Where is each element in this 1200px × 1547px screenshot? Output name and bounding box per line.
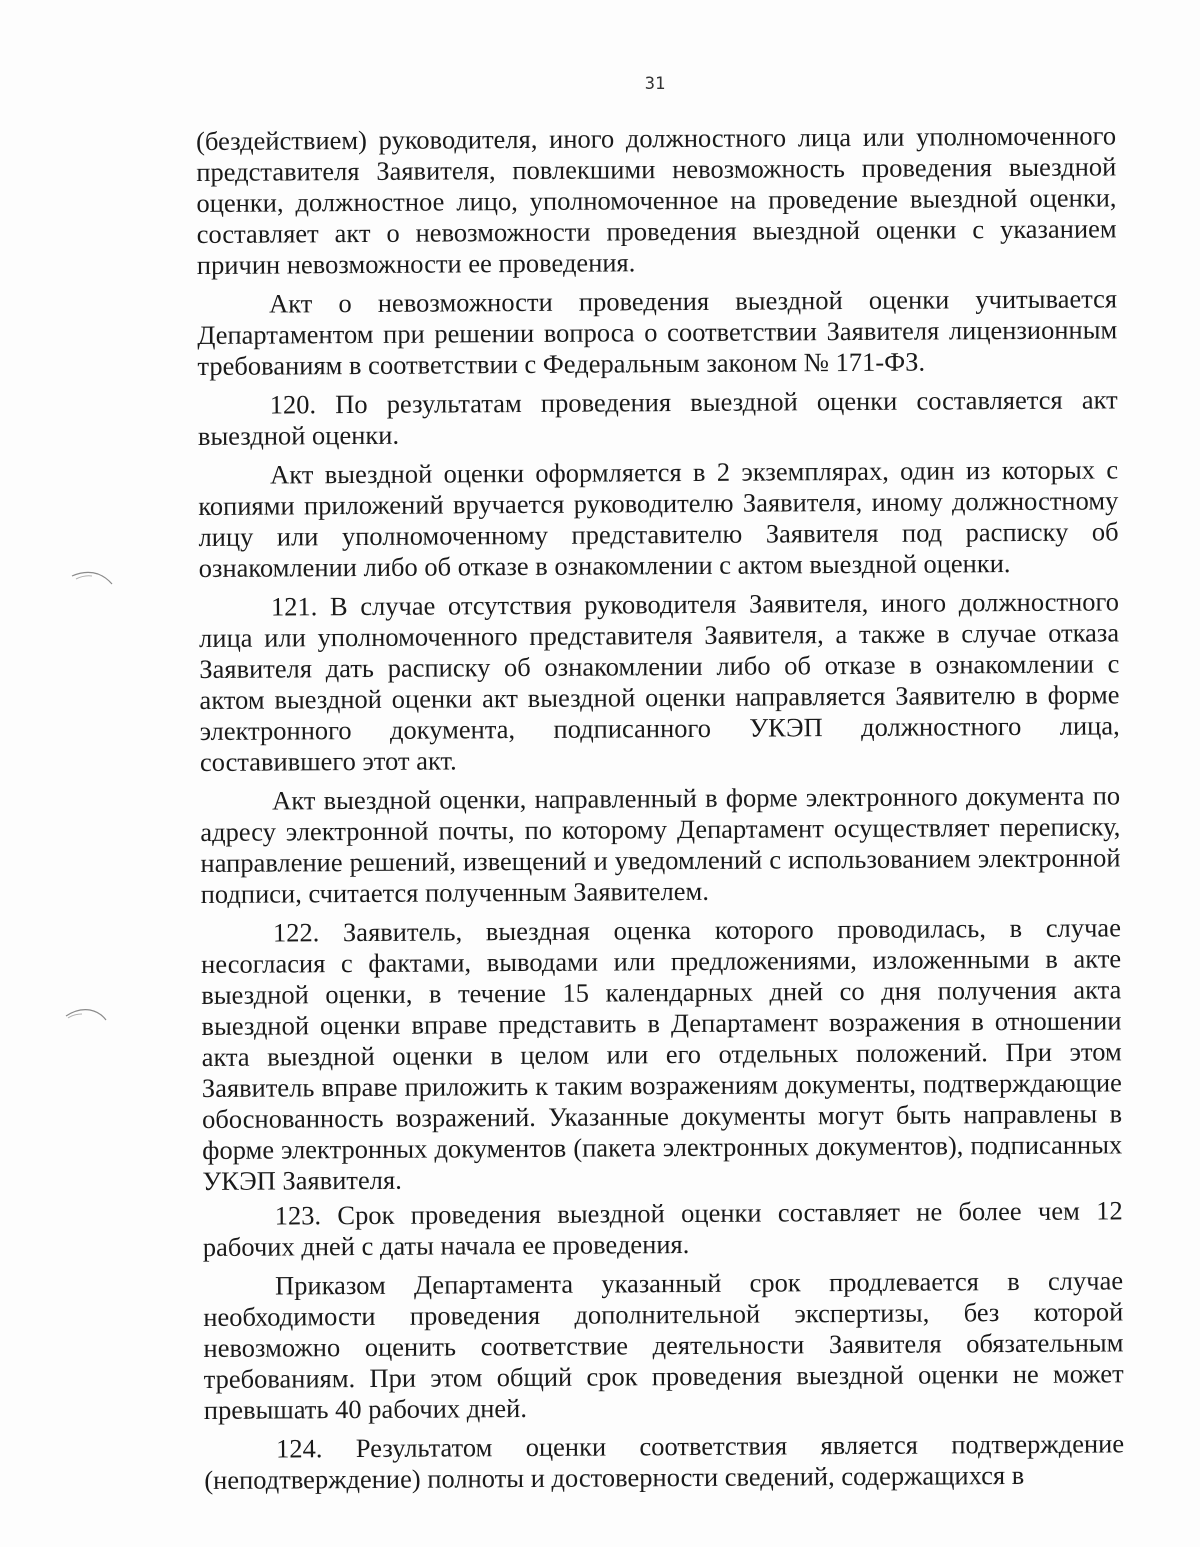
paragraph-124: 124. Результатом оценки соответствия является подтверждение (неподтверждение) полноты и достоверности сведений, содержащихся в <box>204 1428 1125 1495</box>
paragraph-122: 122. Заявитель, выездная оценка которого проводилась, в случае несогласия с фактами, выводами или предложениями, изложенными в акте выездной оценки, в течение 15 календарных дней со дня получения акта выездной оценки вправе представить в Департамент возражения в отношении акта выездной оценки в целом или его отдельных положений. При этом Заявитель вправе приложить к таким возражениям документы, подтверждающие обоснованность возражений. Указанные документы могут быть направлены в форме электронных документов (пакета электронных документов), подписанных УКЭП Заявителя. <box>201 912 1123 1196</box>
paragraph-123: 123. Срок проведения выездной оценки составляет не более чем 12 рабочих дней с даты начала ее проведения. <box>202 1195 1123 1262</box>
paragraph-121: 121. В случае отсутствия руководителя Заявителя, иного должностного лица или уполномоченного представителя Заявителя, а также в случае отказа Заявителя дать расписку об ознакомлении либо об отказе в ознакомлении с актом выездной оценки акт выездной оценки направляется Заявителю в форме электронного документа, подписанного УКЭП должностного лица, составившего этот акт. <box>199 586 1120 777</box>
paragraph-act-copies: Акт выездной оценки оформляется в 2 экземплярах, один из которых с копиями приложений вручается руководителю Заявителя, иному должностному лицу или уполномоченному представителю Заявителя под расписку об ознакомлении либо об отказе в ознакомлении с актом выездной оценки. <box>198 454 1119 583</box>
paragraph-continuation: (бездействием) руководителя, иного должностного лица или уполномоченного представителя Заявителя, повлекшими невозможность проведения выездной оценки, должностное лицо, уполномоченное на проведение выездной оценки, составляет акт о невозможности проведения выездной оценки с указанием причин невозможности ее проведения. <box>196 120 1117 280</box>
paragraph-electronic-act: Акт выездной оценки, направленный в форме электронного документа по адресу электронной почты, по которому Департамент осуществляет переписку, направление решений, извещений и уведомлений с использованием электронной подписи, считается полученным Заявителем. <box>200 780 1121 909</box>
scan-artifact-mark <box>64 1004 108 1022</box>
paragraph-term-extension: Приказом Департамента указанный срок продлевается в случае необходимости проведения дополнительной экспертизы, без которой невозможно оценить соответствие деятельности Заявителя обязательным требованиям. При этом общий срок проведения выездной оценки не может превышать 40 рабочих дней. <box>203 1265 1124 1425</box>
scan-artifact-mark <box>70 568 114 586</box>
document-body <box>196 120 1124 1504</box>
paragraph-120: 120. По результатам проведения выездной оценки составляется акт выездной оценки. <box>197 384 1118 451</box>
page-number: 31 <box>644 74 666 94</box>
paragraph-act-impossibility: Акт о невозможности проведения выездной оценки учитывается Департаментом при решении вопроса о соответствии Заявителя лицензионным требованиям в соответствии с Федеральным законом № 171-ФЗ. <box>197 283 1118 381</box>
